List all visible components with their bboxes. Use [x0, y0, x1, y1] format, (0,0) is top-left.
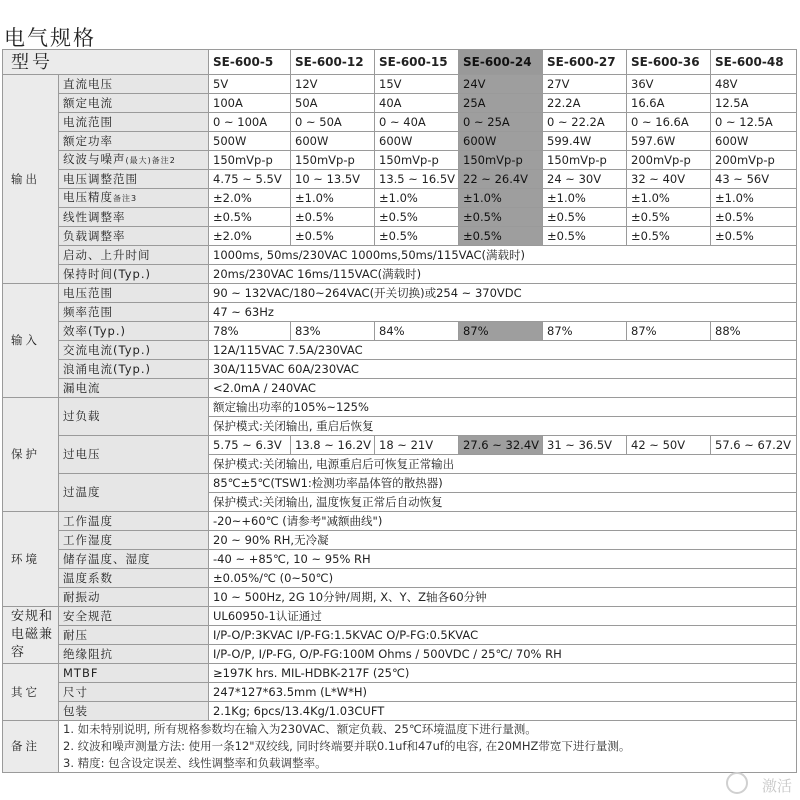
group-output: 输出	[3, 75, 59, 284]
spec-value: 12V	[291, 75, 375, 94]
group-safety-emc	[3, 607, 59, 664]
spec-value: 25A	[459, 94, 543, 113]
spec-value: 27V	[543, 75, 627, 94]
spec-value: 599.4W	[543, 132, 627, 151]
spec-value: 90 ~ 132VAC/180~264VAC(开关切换)或254 ~ 370VDC	[209, 284, 797, 303]
row-label-text: 负载调整率	[63, 228, 126, 243]
spec-value: 12A/115VAC 7.5A/230VAC	[209, 341, 797, 360]
spec-value: ±0.05%/℃ (0~50℃)	[209, 569, 797, 588]
row-label: 温度系数	[59, 569, 209, 588]
spec-value: 13.8 ~ 16.2V	[291, 436, 375, 455]
spec-value: 597.6W	[627, 132, 711, 151]
spec-value: 43 ~ 56V	[711, 170, 797, 189]
row-label: 电压范围	[59, 284, 209, 303]
row-label: 保持时间(Typ.)	[59, 265, 209, 284]
table-row	[3, 50, 797, 75]
table-row	[3, 683, 797, 702]
spec-value: 15V	[375, 75, 459, 94]
watermark: 激活	[761, 777, 792, 795]
model-header: SE-600-27	[543, 50, 627, 75]
spec-value: <2.0mA / 240VAC	[209, 379, 797, 398]
note-line: 3. 精度: 包含设定误差、线性调整率和负载调整率。	[63, 756, 327, 770]
row-label: 安全规范	[59, 607, 209, 626]
spec-value: 30A/115VAC 60A/230VAC	[209, 360, 797, 379]
spec-value: ±2.0%	[209, 227, 291, 246]
spec-value: ±1.0%	[375, 189, 459, 208]
spec-value: I/P-O/P:3KVAC I/P-FG:1.5KVAC O/P-FG:0.5KVAC	[209, 626, 797, 645]
spec-value: ±0.5%	[459, 208, 543, 227]
spec-value: ±0.5%	[543, 208, 627, 227]
model-header: SE-600-12	[291, 50, 375, 75]
spec-value: 47 ~ 63Hz	[209, 303, 797, 322]
row-label-text: 直流电压	[63, 76, 113, 91]
row-label: 频率范围	[59, 303, 209, 322]
table-row	[3, 702, 797, 721]
spec-value: 16.6A	[627, 94, 711, 113]
spec-value: 保护模式:关闭输出, 电源重启后可恢复正常输出	[209, 455, 797, 474]
model-header: SE-600-5	[209, 50, 291, 75]
spec-value: 5.75 ~ 6.3V	[209, 436, 291, 455]
spec-value: 31 ~ 36.5V	[543, 436, 627, 455]
spec-value: ±0.5%	[291, 208, 375, 227]
table-row	[3, 645, 797, 664]
spec-value: 32 ~ 40V	[627, 170, 711, 189]
row-label-text: 线性调整率	[63, 209, 126, 224]
note-line: 2. 纹波和噪声测量方法: 使用一条12"双绞线, 同时终端要并联0.1uf和47uf的电容, 在20MHZ带宽下进行量测。	[63, 739, 631, 753]
table-row	[3, 474, 797, 493]
spec-value: 600W	[459, 132, 543, 151]
spec-value: ±0.5%	[209, 208, 291, 227]
row-label: 耐压	[59, 626, 209, 645]
row-label-text: 额定电流	[63, 95, 113, 110]
spec-value: 10 ~ 500Hz, 2G 10分钟/周期, X、Y、Z轴各60分钟	[209, 588, 797, 607]
row-label-note: 备注3	[113, 194, 138, 203]
group-environment: 环境	[3, 512, 59, 607]
spec-value: ±0.5%	[291, 227, 375, 246]
spec-value: 50A	[291, 94, 375, 113]
spec-value: 150mVp-p	[209, 151, 291, 170]
spec-value: 78%	[209, 322, 291, 341]
row-label: 浪涌电流(Typ.)	[59, 360, 209, 379]
row-label: 储存温度、湿度	[59, 550, 209, 569]
spec-value: 12.5A	[711, 94, 797, 113]
spec-value: 42 ~ 50V	[627, 436, 711, 455]
row-label: 尺寸	[59, 683, 209, 702]
spec-value: 100A	[209, 94, 291, 113]
spec-value: ±0.5%	[711, 227, 797, 246]
table-row	[3, 151, 797, 170]
spec-value: 85℃±5℃(TSW1:检测功率晶体管的散热器)	[209, 474, 797, 493]
spec-value: UL60950-1认证通过	[209, 607, 797, 626]
spec-value: 0 ~ 12.5A	[711, 113, 797, 132]
page-title: 电气规格	[4, 26, 96, 50]
spec-value: 保护模式:关闭输出, 重启后恢复	[209, 417, 797, 436]
spec-value: 2.1Kg; 6pcs/13.4Kg/1.03CUFT	[209, 702, 797, 721]
spec-value: 18 ~ 21V	[375, 436, 459, 455]
spec-value: 0 ~ 40A	[375, 113, 459, 132]
spec-value: 22.2A	[543, 94, 627, 113]
row-label-text: 电流范围	[63, 114, 113, 129]
spec-value: 83%	[291, 322, 375, 341]
group-safety-line1: 安规和	[11, 609, 54, 624]
row-label	[59, 208, 209, 227]
group-notes: 备注	[3, 721, 59, 773]
spec-value: 额定输出功率的105%~125%	[209, 398, 797, 417]
spec-value: ±1.0%	[543, 189, 627, 208]
row-label: 绝缘阻抗	[59, 645, 209, 664]
table-row	[3, 94, 797, 113]
spec-value: I/P-O/P, I/P-FG, O/P-FG:100M Ohms / 500VDC / 25℃/ 70% RH	[209, 645, 797, 664]
spec-value: -40 ~ +85℃, 10 ~ 95% RH	[209, 550, 797, 569]
group-protection: 保护	[3, 398, 59, 512]
spec-value: 13.5 ~ 16.5V	[375, 170, 459, 189]
spec-value: ±1.0%	[459, 189, 543, 208]
spec-value: ±0.5%	[375, 208, 459, 227]
table-row	[3, 132, 797, 151]
row-label: 效率(Typ.)	[59, 322, 209, 341]
row-label: 漏电流	[59, 379, 209, 398]
table-row	[3, 265, 797, 284]
spec-value: 0 ~ 22.2A	[543, 113, 627, 132]
spec-value: 0 ~ 100A	[209, 113, 291, 132]
spec-value: ±0.5%	[459, 227, 543, 246]
table-row	[3, 75, 797, 94]
spec-value: 24 ~ 30V	[543, 170, 627, 189]
model-header: SE-600-24	[459, 50, 543, 75]
spec-value: 150mVp-p	[543, 151, 627, 170]
spec-value: ±2.0%	[209, 189, 291, 208]
spec-value: 10 ~ 13.5V	[291, 170, 375, 189]
table-row	[3, 664, 797, 683]
row-label	[59, 227, 209, 246]
table-row	[3, 721, 797, 773]
group-other: 其它	[3, 664, 59, 721]
model-header: SE-600-48	[711, 50, 797, 75]
row-label: 耐振动	[59, 588, 209, 607]
table-row	[3, 341, 797, 360]
table-row	[3, 322, 797, 341]
table-row	[3, 113, 797, 132]
spec-value: 48V	[711, 75, 797, 94]
note-line: 1. 如未特别说明, 所有规格参数均在输入为230VAC、额定负载、25℃环境温度下进行量测。	[63, 722, 537, 736]
table-row	[3, 379, 797, 398]
spec-value: 22 ~ 26.4V	[459, 170, 543, 189]
row-label-note: (最大)备注2	[125, 156, 176, 165]
table-row	[3, 227, 797, 246]
row-label: MTBF	[59, 664, 209, 683]
row-label	[59, 151, 209, 170]
spec-value: 1000ms, 50ms/230VAC 1000ms,50ms/115VAC(满载时)	[209, 246, 797, 265]
table-row	[3, 398, 797, 417]
row-label: 工作温度	[59, 512, 209, 531]
spec-value: ±0.5%	[627, 208, 711, 227]
row-label: 过负载	[59, 398, 209, 436]
spec-value: ±0.5%	[627, 227, 711, 246]
spec-value: -20~+60℃ (请参考"减额曲线")	[209, 512, 797, 531]
table-row	[3, 360, 797, 379]
spec-value: 150mVp-p	[291, 151, 375, 170]
row-label-text: 电压精度	[63, 190, 113, 204]
spec-value: ±0.5%	[711, 208, 797, 227]
spec-value: 87%	[459, 322, 543, 341]
table-row	[3, 569, 797, 588]
spec-value: ±0.5%	[375, 227, 459, 246]
table-row	[3, 208, 797, 227]
row-label	[59, 132, 209, 151]
row-label-text: 额定功率	[63, 133, 113, 148]
spec-value: 4.75 ~ 5.5V	[209, 170, 291, 189]
model-label: 型号	[3, 50, 209, 75]
table-row	[3, 189, 797, 208]
table-row	[3, 436, 797, 455]
model-header: SE-600-36	[627, 50, 711, 75]
group-safety-line2: 电磁兼容	[11, 627, 54, 660]
spec-value: 87%	[627, 322, 711, 341]
spec-value: 84%	[375, 322, 459, 341]
spec-value: 87%	[543, 322, 627, 341]
spec-value: 600W	[291, 132, 375, 151]
spec-value: 200mVp-p	[627, 151, 711, 170]
table-row	[3, 531, 797, 550]
spec-value: 57.6 ~ 67.2V	[711, 436, 797, 455]
watermark-icon	[726, 772, 748, 794]
spec-value: ±1.0%	[711, 189, 797, 208]
spec-value: 247*127*63.5mm (L*W*H)	[209, 683, 797, 702]
spec-value: 500W	[209, 132, 291, 151]
spec-value: 600W	[711, 132, 797, 151]
spec-value: 150mVp-p	[375, 151, 459, 170]
table-row	[3, 626, 797, 645]
spec-value: 88%	[711, 322, 797, 341]
row-label-text: 纹波与噪声	[63, 152, 126, 166]
notes-cell	[59, 721, 797, 773]
spec-value: 0 ~ 25A	[459, 113, 543, 132]
row-label: 过电压	[59, 436, 209, 474]
spec-value: 保护模式:关闭输出, 温度恢复正常后自动恢复	[209, 493, 797, 512]
spec-value: 600W	[375, 132, 459, 151]
spec-value: 0 ~ 16.6A	[627, 113, 711, 132]
row-label	[59, 170, 209, 189]
row-label: 过温度	[59, 474, 209, 512]
row-label: 工作湿度	[59, 531, 209, 550]
row-label: 启动、上升时间	[59, 246, 209, 265]
table-row	[3, 284, 797, 303]
spec-value: 20 ~ 90% RH,无冷凝	[209, 531, 797, 550]
table-row	[3, 246, 797, 265]
spec-value: 0 ~ 50A	[291, 113, 375, 132]
spec-value: 36V	[627, 75, 711, 94]
row-label	[59, 75, 209, 94]
row-label	[59, 94, 209, 113]
table-row	[3, 588, 797, 607]
spec-value: 150mVp-p	[459, 151, 543, 170]
row-label	[59, 189, 209, 208]
spec-value: 5V	[209, 75, 291, 94]
spec-table	[2, 49, 797, 773]
spec-value: ±0.5%	[543, 227, 627, 246]
row-label: 包装	[59, 702, 209, 721]
spec-value: ±1.0%	[291, 189, 375, 208]
spec-value: ≥197K hrs. MIL-HDBK-217F (25℃)	[209, 664, 797, 683]
group-input: 输入	[3, 284, 59, 398]
table-row	[3, 170, 797, 189]
spec-value: 27.6 ~ 32.4V	[459, 436, 543, 455]
spec-value: ±1.0%	[627, 189, 711, 208]
spec-value: 40A	[375, 94, 459, 113]
row-label-text: 电压调整范围	[63, 171, 138, 186]
spec-value: 24V	[459, 75, 543, 94]
table-row	[3, 550, 797, 569]
row-label	[59, 113, 209, 132]
row-label: 交流电流(Typ.)	[59, 341, 209, 360]
model-header: SE-600-15	[375, 50, 459, 75]
spec-value: 200mVp-p	[711, 151, 797, 170]
table-row	[3, 303, 797, 322]
table-row	[3, 512, 797, 531]
spec-value: 20ms/230VAC 16ms/115VAC(满载时)	[209, 265, 797, 284]
table-row	[3, 607, 797, 626]
